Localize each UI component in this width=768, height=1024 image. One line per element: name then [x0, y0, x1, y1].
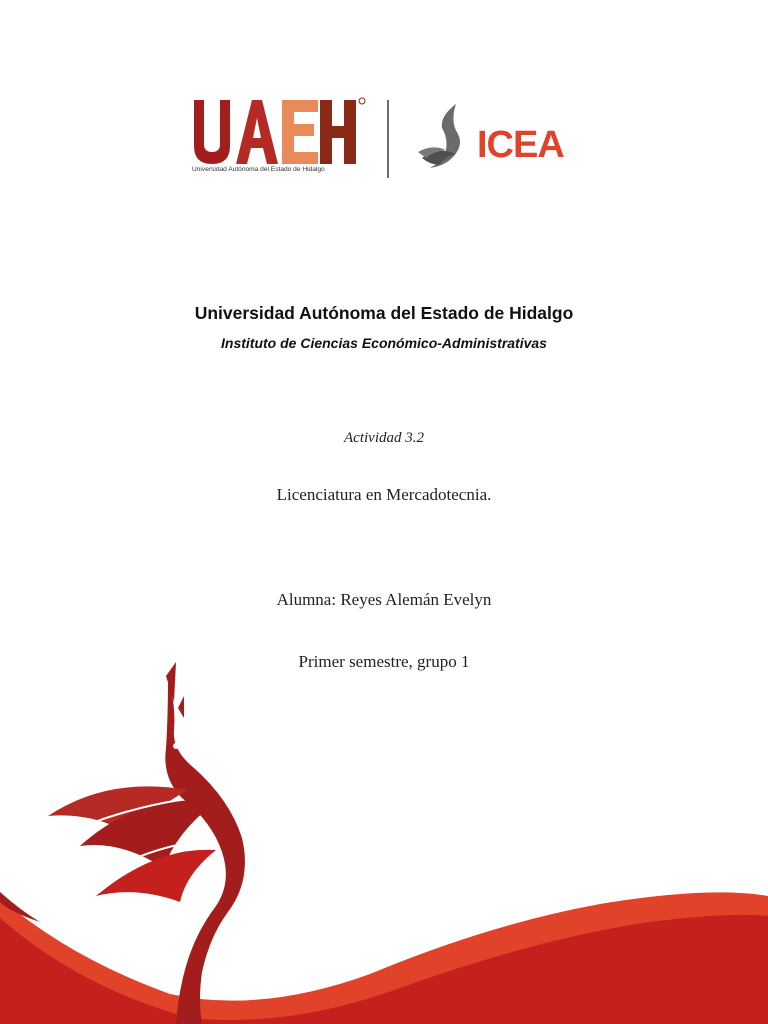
student-name: Alumna: Reyes Alemán Evelyn: [276, 590, 492, 609]
logo-divider: [387, 100, 389, 178]
icea-logo: [416, 100, 591, 178]
university-title: Universidad Autónoma del Estado de Hidalgo: [194, 303, 574, 323]
degree-label: Licenciatura en Mercadotecnia.: [276, 485, 492, 504]
institute-title: Instituto de Ciencias Económico-Administrativas: [221, 335, 547, 351]
uaeh-logo-subtitle: Universidad Autónoma del Estado de Hidalgo: [192, 166, 325, 173]
uaeh-logo: [192, 96, 367, 182]
decorative-bird-swoosh: [0, 660, 768, 1024]
activity-label: Actividad 3.2: [344, 430, 424, 446]
icea-logo-text: ICEA: [477, 124, 564, 166]
icea-bird-icon: [416, 100, 476, 178]
semester-label: Primer semestre, grupo 1: [298, 652, 470, 671]
